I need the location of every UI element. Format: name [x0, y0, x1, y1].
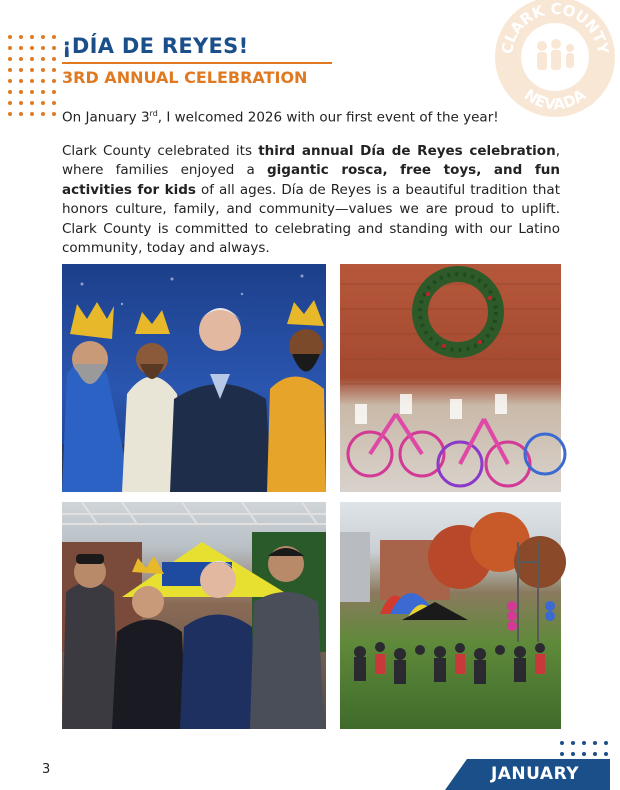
- photo-crowd-park: [340, 502, 561, 729]
- seal-top-text: CLARK COUNTY: [497, 0, 613, 56]
- body-bold-1: third annual Día de Reyes celebration: [258, 143, 556, 159]
- intro-text-end: , I welcomed 2026 with our first event of the year!: [157, 109, 499, 126]
- body-paragraph: [62, 142, 560, 258]
- decorative-dots-right: [560, 741, 608, 756]
- intro-text-start: On January 3: [62, 109, 150, 126]
- body-text-1: Clark County celebrated its: [62, 143, 259, 159]
- body-text-3: of all ages. Día de Reyes is a beautiful tradition that honors culture, family, and community—values we are proud to uplift. Clark County is committed to celebrating and standing with our Latino community, today and always.: [62, 181, 560, 257]
- body-bold-2: gigantic rosca, free toys, and fun activities for kids: [62, 162, 561, 198]
- month-label: JANUARY: [490, 764, 580, 784]
- intro-ordinal-suffix: rd: [149, 109, 158, 118]
- intro-paragraph: [62, 104, 562, 128]
- photo-group-tent: [62, 502, 326, 729]
- photo-wreath-bicycles: [340, 264, 561, 492]
- page-number: 3: [42, 762, 51, 777]
- seal-bottom-text: NEVADA: [520, 85, 590, 114]
- page-subtitle: 3RD ANNUAL CELEBRATION: [62, 68, 308, 87]
- page-title: ¡DÍA DE REYES!: [62, 34, 249, 58]
- decorative-dots-left: [8, 35, 56, 116]
- title-divider: [62, 62, 332, 64]
- photo-three-kings: [62, 264, 326, 492]
- body-text-2: , where families enjoyed a: [62, 143, 560, 179]
